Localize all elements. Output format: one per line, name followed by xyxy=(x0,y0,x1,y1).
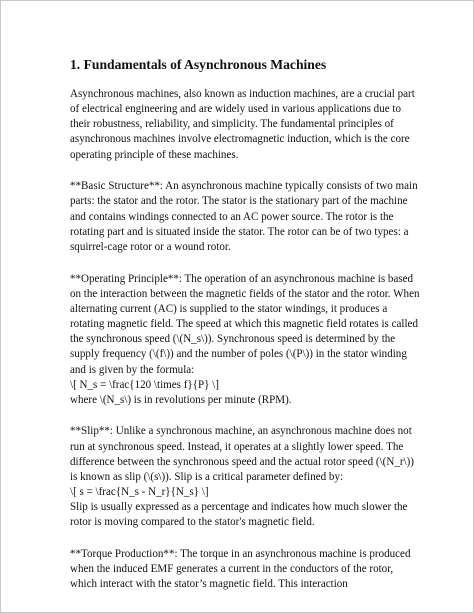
torque-production-paragraph: **Torque Production**: The torque in an asynchronous machine is produced when the induced EMF generates a current in the conductors of the rotor, which interact with the stator’s magnetic field. This interaction xyxy=(70,548,411,591)
document-body xyxy=(70,56,420,593)
operating-principle-paragraph: **Operating Principle**: The operation of an asynchronous machine is based on the interaction between the magnetic fields of the stator and the rotor. When alternating current (AC) is supplied to the stator windings, it produces a rotating magnetic field. The speed at which this magnetic field rotates is called the synchronous speed (\(N_s\)). Synchronous speed is determined by the supply frequency (\(f\)) and the number of poles (\(P\)) in the stator winding and is given by the formula: \[ N_s = \frac{120 \times f}{P} \] where \(N_s\) is in revolutions per minute (RPM). xyxy=(70,272,420,406)
slip-paragraph: **Slip**: Unlike a synchronous machine, an asynchronous machine does not run at synchronous speed. Instead, it operates at a slightly lower speed. The difference between the synchronous speed and the actual rotor speed (\(N_r\)) is known as slip (\(s\)). Slip is a critical parameter defined by: \[ s = \frac{N_s - N_r}{N_s} \] Slip is usually expressed as a percentage and indicates how much slower the rotor is moving compared to the stator's magnetic field. xyxy=(70,425,414,529)
intro-paragraph: Asynchronous machines, also known as induction machines, are a crucial part of electrical engineering and are widely used in various applications due to their robustness, reliability, and simplicity. The fundamental principles of asynchronous machines involve electromagnetic induction, which is the core operating principle of these machines. xyxy=(70,88,415,161)
paragraph-list xyxy=(70,87,420,593)
section-title: 1. Fundamentals of Asynchronous Machines xyxy=(70,57,327,72)
basic-structure-paragraph: **Basic Structure**: An asynchronous machine typically consists of two main parts: the stator and the rotor. The stator is the stationary part of the machine and contains windings connected to an AC power source. The rotor is the rotating part and is situated inside the stator. The rotor can be of two types: a squirrel-cage rotor or a wound rotor. xyxy=(70,180,418,253)
